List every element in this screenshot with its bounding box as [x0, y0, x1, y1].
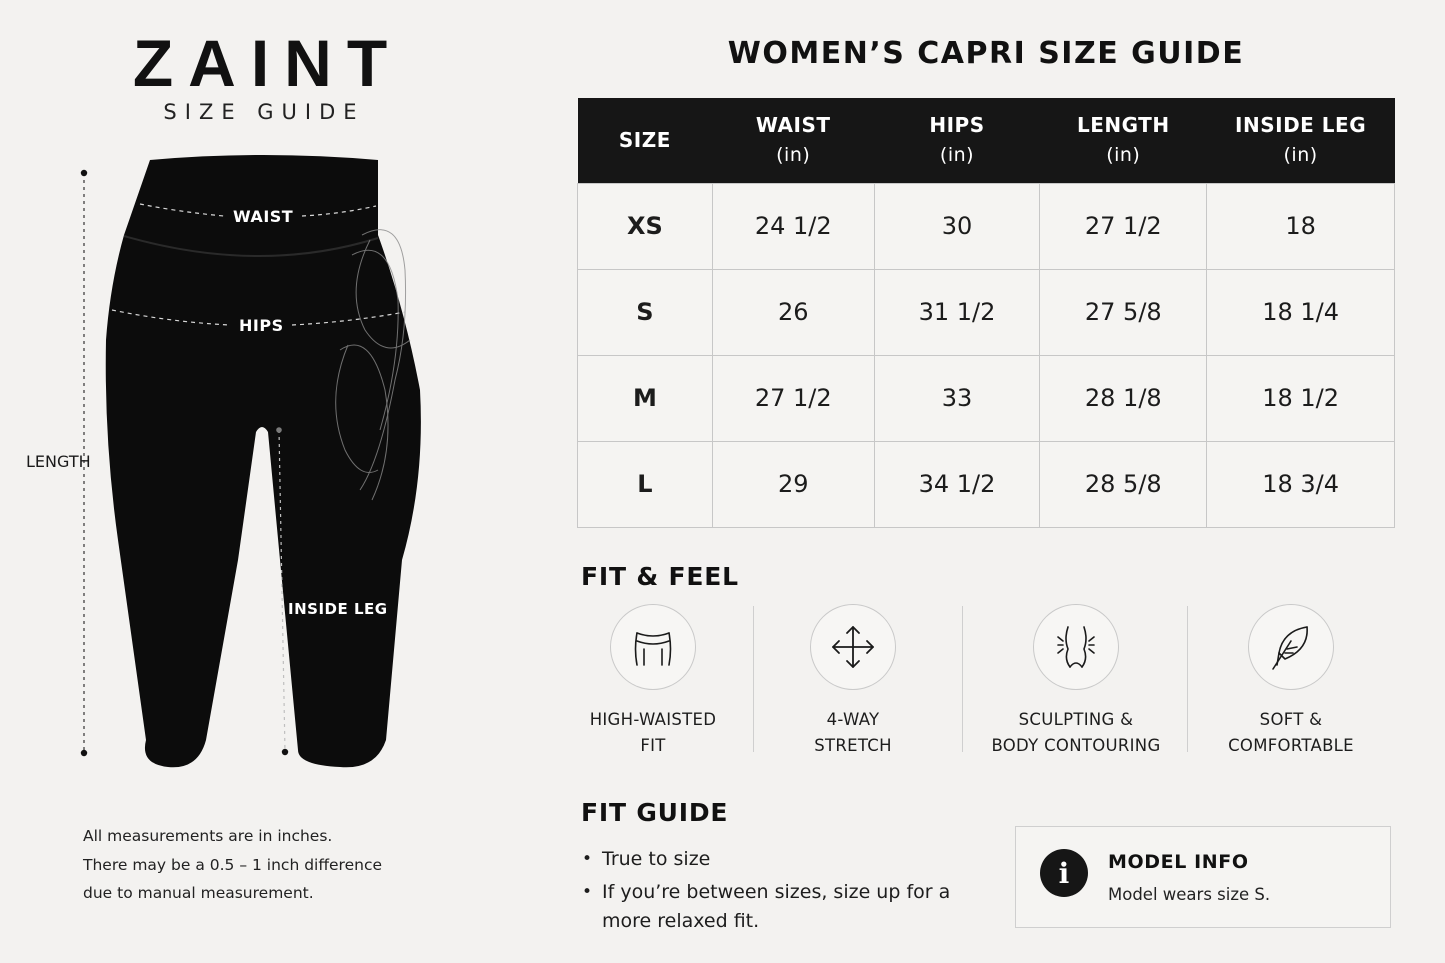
info-icon: i — [1040, 849, 1088, 897]
feature-high-waisted — [573, 604, 733, 759]
feature-label: SCULPTING & BODY CONTOURING — [991, 710, 1161, 755]
fit-guide-title: FIT GUIDE — [581, 798, 729, 827]
length-cell: 27 1/2 — [1040, 183, 1207, 269]
table-header-row — [578, 98, 1395, 183]
table-row — [578, 441, 1395, 527]
inside-leg-label: INSIDE LEG — [288, 600, 388, 618]
fit-guide-list — [582, 845, 982, 940]
feature-divider — [962, 606, 963, 752]
table-row — [578, 269, 1395, 355]
feature-icon-circle — [610, 604, 696, 690]
four-way-arrows-icon — [825, 619, 881, 675]
feature-icon-circle — [1248, 604, 1334, 690]
fit-feel-title: FIT & FEEL — [581, 562, 739, 591]
waist-cell: 29 — [712, 441, 874, 527]
note-line-1: All measurements are in inches. — [83, 827, 333, 845]
header-hips — [874, 98, 1040, 183]
feature-four-way-stretch — [773, 604, 933, 759]
header-waist — [712, 98, 874, 183]
inside-leg-top-dot — [276, 427, 282, 433]
header-length — [1040, 98, 1207, 183]
feature-sculpting — [976, 604, 1176, 759]
hips-cell: 34 1/2 — [874, 441, 1040, 527]
model-info-text: Model wears size S. — [1108, 885, 1271, 904]
header-label: HIPS — [929, 113, 985, 138]
inside-leg-cell: 18 — [1207, 183, 1395, 269]
size-table — [577, 98, 1395, 528]
hips-cell: 31 1/2 — [874, 269, 1040, 355]
feature-label: HIGH-WAISTED FIT — [589, 710, 717, 755]
feature-icon-circle — [1033, 604, 1119, 690]
size-cell: XS — [578, 183, 713, 269]
list-item: • If you’re between sizes, size up for a more relaxed fit. — [582, 878, 982, 936]
inside-leg-cell: 18 1/2 — [1207, 355, 1395, 441]
hips-label: HIPS — [239, 316, 284, 335]
length-cell: 27 5/8 — [1040, 269, 1207, 355]
size-cell: L — [578, 441, 713, 527]
high-waist-icon — [625, 619, 681, 675]
feature-label: SOFT & COMFORTABLE — [1228, 710, 1354, 755]
hips-cell: 30 — [874, 183, 1040, 269]
feature-label: 4-WAY STRETCH — [814, 710, 892, 755]
header-inside-leg — [1207, 98, 1395, 183]
feature-soft-comfortable — [1211, 604, 1371, 759]
note-line-2: There may be a 0.5 – 1 inch difference — [83, 855, 383, 874]
inside-leg-bottom-dot — [282, 749, 288, 755]
inside-leg-cell: 18 3/4 — [1207, 441, 1395, 527]
length-cell: 28 5/8 — [1040, 441, 1207, 527]
header-label: SIZE — [618, 128, 671, 153]
model-info-box — [1015, 826, 1391, 928]
header-label: LENGTH — [1076, 113, 1170, 138]
waist-cell: 24 1/2 — [712, 183, 874, 269]
header-unit: (in) — [776, 144, 811, 167]
waist-cell: 26 — [712, 269, 874, 355]
hips-cell: 33 — [874, 355, 1040, 441]
size-cell: S — [578, 269, 713, 355]
brand-subtitle: SIZE GUIDE — [163, 100, 365, 124]
feature-divider — [1187, 606, 1188, 752]
length-label: LENGTH — [26, 452, 91, 471]
header-unit: (in) — [1106, 144, 1141, 167]
feature-divider — [753, 606, 754, 752]
feature-icon-circle — [810, 604, 896, 690]
header-unit: (in) — [939, 144, 975, 167]
length-cell: 28 1/8 — [1040, 355, 1207, 441]
size-cell: M — [578, 355, 713, 441]
waist-cell: 27 1/2 — [712, 355, 874, 441]
measurement-note — [83, 822, 443, 908]
body-contour-icon — [1048, 619, 1104, 675]
feather-icon — [1263, 619, 1319, 675]
header-size — [578, 98, 713, 183]
note-line-3: due to manual measurement. — [83, 884, 314, 902]
header-unit: (in) — [1283, 144, 1318, 167]
model-info-title: MODEL INFO — [1108, 851, 1249, 873]
header-label: WAIST — [755, 113, 831, 138]
header-label: INSIDE LEG — [1235, 113, 1367, 138]
list-item: • True to size — [582, 845, 982, 874]
waist-label: WAIST — [233, 207, 294, 226]
table-row — [578, 355, 1395, 441]
table-row — [578, 183, 1395, 269]
size-guide-title: WOMEN’S CAPRI SIZE GUIDE — [727, 36, 1245, 71]
length-measure-top-dot — [81, 170, 87, 176]
brand-logo: ZAINT — [132, 26, 403, 100]
length-measure-bottom-dot — [81, 750, 87, 756]
inside-leg-cell: 18 1/4 — [1207, 269, 1395, 355]
